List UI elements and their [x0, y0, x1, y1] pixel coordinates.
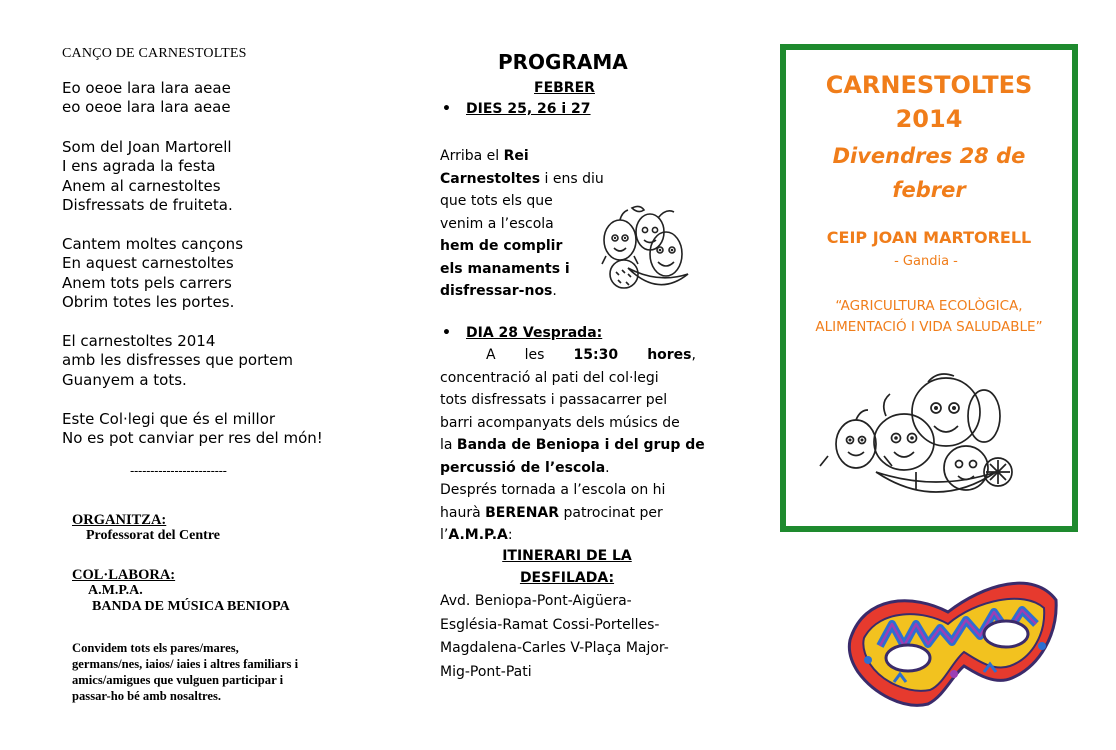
collabora-heading: COL·LABORA:	[72, 567, 176, 583]
separator: ------------------------	[130, 463, 227, 478]
stanza-1	[62, 79, 231, 118]
bullet-dia28-heading: • DIA 28 Vesprada:	[466, 325, 602, 341]
verse-line: Cantem moltes cançons	[62, 235, 244, 253]
cover-date-month: febrer	[892, 178, 966, 202]
text: l’	[440, 527, 449, 543]
text: tots disfressats i passacarrer pel	[440, 392, 668, 408]
verse-line: Disfressats de fruiteta.	[62, 196, 233, 215]
text: i ens diu	[540, 170, 604, 187]
text: les	[524, 347, 545, 363]
verse-line: Obrim totes les portes.	[62, 293, 235, 312]
bullet-dies-text	[440, 145, 604, 303]
text-bold: Banda de Beniopa i del grup de	[456, 437, 705, 453]
collabora-block	[72, 567, 290, 615]
organitza-block	[72, 512, 220, 544]
invite-line: germans/nes, iaios/ iaies i altres familiars i	[72, 657, 299, 671]
motto: “AGRICULTURA ECOLÒGICA, ALIMENTACIÓ I VIDA SALUDABLE”	[815, 298, 1043, 335]
text: que tots els que	[440, 193, 553, 209]
text-bold: A.M.P.A	[448, 527, 508, 543]
text-bold: 15:30	[573, 347, 619, 363]
verse-line: eo oeoe lara lara aeae	[62, 98, 231, 117]
song-title: CANÇO DE CARNESTOLTES	[62, 46, 247, 61]
verse-line: amb les disfresses que portem	[62, 351, 293, 370]
program-title: PROGRAMA	[498, 50, 628, 74]
verse-line: En aquest carnestoltes	[62, 254, 234, 273]
stanza-4	[62, 332, 293, 390]
text: Després tornada a l’escola on hi	[440, 482, 666, 498]
verse-line: Guanyem a tots.	[62, 370, 187, 389]
itinerary-line: Avd. Beniopa-Pont-Aigüera-	[440, 593, 632, 609]
invite-line: passar-ho bé amb nosaltres.	[72, 689, 222, 703]
verse-line: I ens agrada la festa	[62, 157, 216, 176]
text: haurà	[440, 504, 486, 521]
organitza-heading: ORGANITZA:	[72, 512, 167, 528]
organitza-value: Professorat del Centre	[86, 528, 220, 543]
carnival-mask-icon	[844, 554, 1060, 710]
verse-line: Este Col·legi que és el millor	[62, 410, 276, 428]
text-bold: percussió de l’escola	[440, 459, 606, 476]
text-bold: Rei	[503, 148, 529, 164]
text-bold: Carnestoltes	[440, 170, 541, 187]
text: :	[507, 527, 513, 543]
text: la	[440, 437, 457, 453]
collabora-banda: BANDA DE MÚSICA BENIOPA	[92, 599, 290, 614]
text: concentració al pati del col·legi	[440, 369, 659, 386]
invite-line: amics/amigues que vulguen participar i	[72, 673, 284, 687]
stanza-2	[62, 138, 233, 216]
text-bold: els manaments i	[440, 260, 570, 277]
program-month: FEBRER	[534, 80, 595, 96]
text: Arriba el	[440, 148, 504, 164]
stanza-3	[62, 235, 243, 313]
fruit-characters-small-icon	[598, 198, 694, 300]
collabora-ampa: A.M.P.A.	[88, 583, 143, 598]
school-name: CEIP JOAN MARTORELL	[826, 228, 1032, 247]
text: venim a l’escola	[440, 215, 554, 232]
verse-line: No es pot canviar per res del món!	[62, 429, 323, 448]
text-bold: BERENAR	[485, 504, 560, 521]
verse-line: Anem tots pels carrers	[62, 273, 232, 292]
bullet-dies-heading: • DIES 25, 26 i 27	[466, 101, 591, 117]
invite-line: Convidem tots els pares/mares,	[72, 641, 239, 655]
cover-panel	[780, 44, 1078, 532]
verse-line: Som del Joan Martorell	[62, 138, 232, 156]
text-bold: hores	[647, 347, 692, 363]
itinerary-heading: ITINERARI DE LA DESFILADA:	[502, 548, 632, 586]
stanza-5	[62, 410, 323, 449]
bullet-dia28-text: A les 15:30 hores, concentració al pati del col·legi tots disfressats i passacarrer pel barri acompanyats dels músics de la Banda de Beniopa i del grup de percussió de l’escola. Després tornada a l’escola on hi haurà BERENAR patrocinat per l’A.M.P.A:	[440, 344, 705, 547]
cover-date: Divendres 28 de	[832, 144, 1026, 168]
text: barri acompanyats dels músics de	[440, 414, 680, 431]
verse-line: Anem al carnestoltes	[62, 176, 221, 195]
itinerary-line: Magdalena-Carles V-Plaça Major-	[440, 640, 669, 656]
text-bold: disfressar-nos	[440, 283, 553, 299]
text: .	[552, 283, 557, 299]
verse-line: El carnestoltes 2014	[62, 332, 216, 350]
invitation-text	[72, 640, 357, 704]
itinerary-line: Mig-Pont-Pati	[440, 663, 532, 680]
cover-year: 2014	[895, 105, 963, 133]
cover-title: CARNESTOLTES	[825, 71, 1033, 99]
town-name: - Gandia -	[894, 254, 958, 269]
text: patrocinat per	[559, 504, 663, 521]
itinerary-text	[440, 590, 669, 684]
fruit-characters-large-icon	[816, 372, 1016, 504]
text-bold: hem de complir	[440, 238, 563, 254]
verse-line: Eo oeoe lara lara aeae	[62, 79, 231, 97]
text: A	[486, 347, 496, 363]
itinerary-line: Església-Ramat Cossi-Portelles-	[440, 616, 660, 633]
